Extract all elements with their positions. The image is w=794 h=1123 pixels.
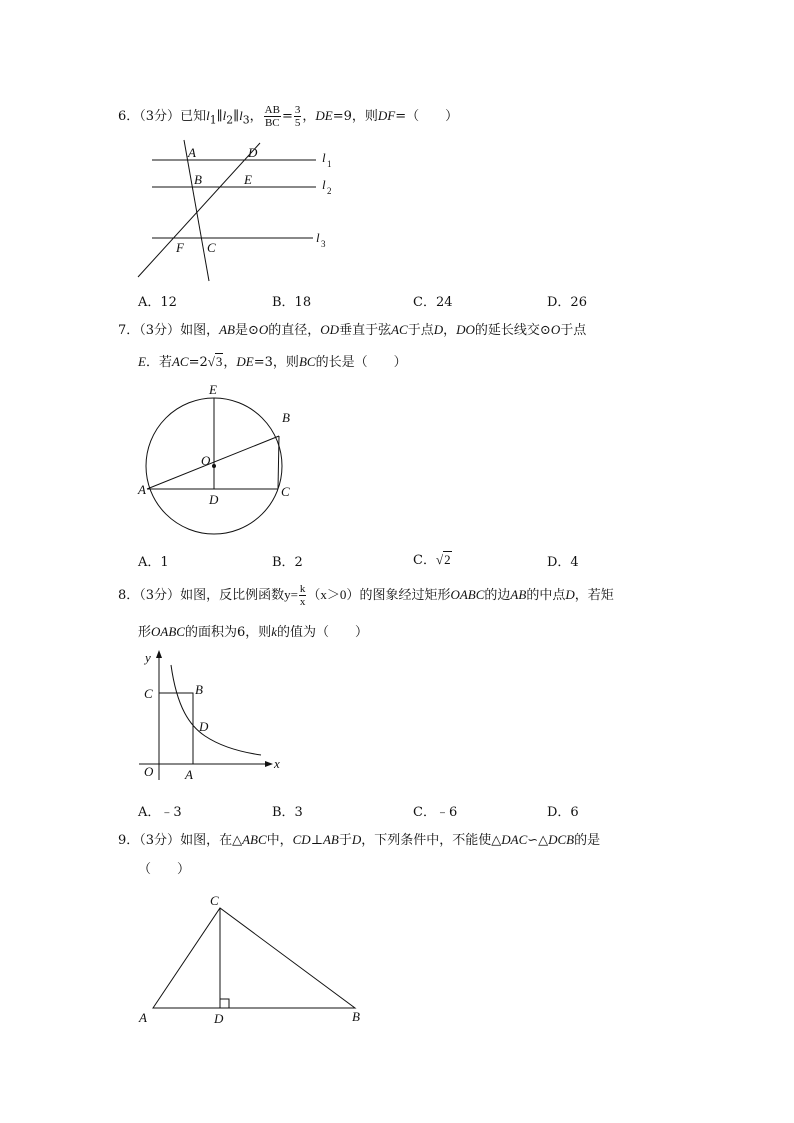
q6-option-a[interactable]: A．12 [138,295,177,310]
q6-transversal-afc [184,140,209,281]
q7-label-C: C [281,484,290,499]
q9-perp: ⊥ [310,833,323,848]
q8-text2: 的图象经过矩形 [359,588,451,603]
q7-o2: O [550,322,561,337]
q6-sub2: 2 [226,113,234,127]
q7-center-point [212,464,216,468]
q9-label-C: C [210,893,219,908]
q6-frac2-num: 3 [294,104,301,116]
q6-tail: =（ ） [395,109,459,124]
q7-option-c-sqrt: √2 [435,552,451,567]
q8-text4: 的中点 [526,588,566,603]
q7-option-c[interactable] [413,549,452,568]
q6-parallel1: ∥ [216,109,223,124]
q7-text13: 的长是（ ） [315,355,407,370]
q8-option-d[interactable]: D．6 [547,805,579,820]
q6-score: （3分） [139,109,181,124]
q7-o: O [258,322,269,337]
q6-sub1: 1 [209,113,217,127]
q6-eq9: =9，则 [332,109,378,124]
q7-text5: 于点 [407,323,434,338]
q8-score: （3分） [139,588,181,603]
q7-bc: BC [298,354,316,369]
q7-d: D [433,322,444,337]
q7-label-B: B [282,410,290,425]
q7-figure [135,380,305,540]
q7-ac2: AC [171,354,189,369]
q9-ab: AB [322,832,339,847]
q7-sqrt3: √3 [207,354,223,369]
q7-text2: 是⊙ [234,323,259,338]
q7-e: E [138,354,146,369]
q8-text6: 形 [138,625,152,640]
q8-label-y: y [145,650,151,665]
q6-label-F: F [176,240,184,255]
q6-frac2-den: 5 [294,117,301,129]
q8-hyperbola [171,665,261,755]
q9-text7: 的是 [574,833,601,848]
q7-ac: AC [391,322,408,337]
q7-option-b[interactable]: B．2 [272,555,303,570]
q8-stem-line1 [118,582,614,609]
q7-option-c-label: C． [413,553,436,568]
q7-diameter-ab [147,436,279,489]
q8-text1: 如图，反比例函数 [180,588,285,603]
q8-y: y= [284,587,298,602]
q7-text4: 垂直于弦 [339,323,392,338]
q6-label-C: C [207,240,216,255]
q7-text6: ， [443,323,457,338]
q8-label-D: D [199,719,209,734]
q8-number: 8． [118,588,140,603]
q6-sub3: 3 [242,113,250,127]
q8-label-B: B [195,682,203,697]
q6-figure [130,135,350,285]
q6-comma2: ， [302,109,316,124]
q7-de: DE [236,354,254,369]
q6-equals: = [281,109,293,124]
q6-label-A: A [188,145,196,160]
q6-parallel2: ∥ [233,109,240,124]
q7-label-A: A [138,482,146,497]
q8-option-b[interactable]: B．3 [272,805,303,820]
q6-fraction-ab-bc [264,104,281,129]
q7-label-E: E [209,382,217,397]
q7-option-a[interactable]: A．1 [138,555,169,570]
q8-label-O: O [144,764,154,779]
q9-answer-paren: （ ） [138,862,191,877]
q6-option-b[interactable]: B．18 [272,295,312,310]
q7-text7: 的延长线交⊙ [474,323,551,338]
q7-score: （3分） [139,323,181,338]
q6-number: 6． [118,109,140,124]
q7-radicand: 3 [215,354,223,369]
q8-frac-x: x [299,596,306,608]
q8-fraction-k-x [299,583,307,608]
q7-label-O: O [201,453,211,468]
q8-condition: （x＞0） [307,587,360,602]
q7-text1: 如图， [180,323,220,338]
q7-text11: ， [223,355,237,370]
q9-cd: CD [292,832,311,847]
q6-label-l2-sub: 2 [327,186,332,196]
q8-label-x: x [274,756,280,771]
q9-label-A: A [139,1010,147,1025]
q9-text2: 中， [266,833,293,848]
q7-text8: 于点 [560,323,587,338]
q6-text: 已知 [180,109,207,124]
q7-number: 7． [118,323,140,338]
q8-y-axis-arrow [156,650,162,658]
q7-label-D: D [209,492,219,507]
q6-option-d[interactable]: D．26 [547,295,587,310]
q6-comma: ， [249,109,263,124]
q6-label-E: E [244,172,252,187]
q7-stem-line2 [138,353,407,372]
q7-do: DO [456,322,475,337]
q7-text12: =3，则 [253,355,299,370]
q8-rectangle-oabc [159,693,193,764]
q8-oabc: OABC [450,587,485,602]
q9-abc: ABC [242,832,267,847]
q7-od: OD [320,322,340,337]
q9-number: 9． [118,833,140,848]
q8-ab: AB [510,587,527,602]
q9-score: （3分） [139,833,181,848]
q8-d: D [565,587,575,602]
q8-option-c[interactable]: C．﹣6 [413,805,458,820]
q6-de: DE [315,108,333,123]
q6-frac-den: BC [264,117,280,129]
q7-text10: =2 [188,355,208,370]
q8-text5: ，若矩 [574,588,614,603]
q8-label-C: C [144,686,153,701]
q9-text5: ，下列条件中，不能使△ [361,833,502,848]
q9-triangle-abc [153,908,355,1008]
q9-label-D: D [214,1011,224,1026]
q9-dac: DAC [501,832,528,847]
q6-stem [118,104,458,130]
q8-oabc2: OABC [151,624,185,639]
q6-label-D: D [248,145,258,160]
q8-label-A: A [185,767,193,782]
q6-label-l1-sub: 1 [327,159,332,169]
q8-text3: 的边 [484,588,511,603]
q6-l2: l [222,108,227,123]
q6-option-c[interactable]: C．24 [413,295,453,310]
q6-label-B: B [194,172,202,187]
q9-stem-line1 [118,831,600,850]
q7-option-d[interactable]: D．4 [547,555,579,570]
q6-frac-num: AB [264,104,280,116]
q8-frac-k: k [299,583,306,595]
q8-stem-line2 [138,623,368,642]
q7-stem-line1 [118,321,586,340]
q9-similar: ∽△ [527,833,549,848]
q6-transversal-def [138,143,260,277]
q6-label-l3: l [316,230,320,245]
q9-d: D [351,832,362,847]
q8-x-axis-arrow [265,761,273,767]
q8-figure [135,648,295,783]
q9-label-B: B [352,1009,360,1024]
q6-label-l2: l [322,177,326,192]
q6-label-l1: l [322,150,326,165]
q9-figure [135,890,375,1030]
q9-right-angle-mark [220,999,229,1008]
q7-text9: ．若 [145,355,172,370]
q8-text8: 的值为（ ） [277,625,369,640]
q7-text3: 的直径， [268,323,321,338]
q7-ab: AB [219,322,235,337]
q7-option-c-radicand: 2 [444,552,451,567]
q6-fraction-3-5 [294,104,302,129]
q8-text7: 的面积为6，则 [184,625,272,640]
q6-label-l3-sub: 3 [321,239,326,249]
q8-k: k [271,624,278,639]
q9-dcb: DCB [548,832,575,847]
q9-text1: 如图，在△ [180,833,243,848]
q8-option-a[interactable]: A．﹣3 [138,805,182,820]
q6-l3: l [239,108,243,123]
q9-text4: 于 [338,833,352,848]
q6-df: DF [377,108,396,123]
q6-l1: l [206,108,210,123]
